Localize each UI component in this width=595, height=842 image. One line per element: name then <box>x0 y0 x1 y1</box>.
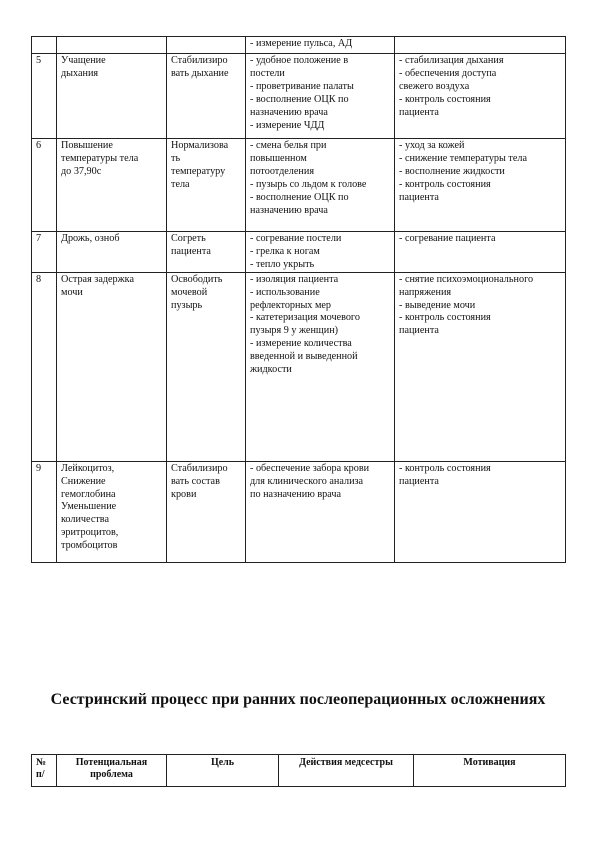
cell-line: - катетеризация мочевого <box>250 312 360 324</box>
cell-line: - восполнение ОЦК по <box>250 191 349 203</box>
cell-line: напряжения <box>399 286 452 298</box>
cell-line: постели <box>250 67 285 79</box>
cell-line: гемоглобина <box>61 488 116 500</box>
cell-goal <box>167 232 246 273</box>
cell-line: для клинического анализа <box>250 475 364 487</box>
cell-line: - измерение пульса, АД <box>250 38 353 49</box>
cell-line: пузыря 9 у женщин) <box>250 325 339 337</box>
table-row <box>32 54 566 139</box>
cell-line: Острая задержка <box>61 273 135 285</box>
cell-line: - стабилизация дыхания <box>399 55 504 66</box>
cell-line: пациента <box>399 325 439 337</box>
cell-line: - контроль состояния <box>399 312 491 324</box>
cell-line: Согреть <box>171 233 206 244</box>
cell-line: по назначению врача <box>250 488 342 500</box>
cell-num: 5 <box>32 54 57 139</box>
cell-line: Лейкоцитоз, <box>61 462 115 474</box>
cell-motivation <box>395 54 566 139</box>
cell-line: Стабилизиро <box>171 462 228 474</box>
cell-line: - измерение ЧДД <box>250 119 325 131</box>
cell-line: - контроль состояния <box>399 93 491 105</box>
cell-line: до 37,90с <box>61 165 102 177</box>
cell-goal <box>167 461 246 562</box>
header-row <box>32 755 566 787</box>
cell-actions <box>246 139 395 232</box>
cell-line: повышенном <box>250 152 307 164</box>
cell-line: пациента <box>171 245 211 257</box>
cell-line: рефлекторных мер <box>250 299 332 311</box>
cell-goal <box>167 37 246 54</box>
cell-line: тромбоцитов <box>61 540 118 552</box>
cell-line: - изоляция пациента <box>250 273 339 285</box>
cell-line: мочевой <box>171 286 208 298</box>
cell-line: Стабилизиро <box>171 55 228 66</box>
cell-line: эритроцитов, <box>61 527 119 539</box>
cell-line: - согревание пациента <box>399 233 496 244</box>
cell-motivation <box>395 232 566 273</box>
cell-motivation <box>395 139 566 232</box>
cell-actions <box>246 37 395 54</box>
table-row <box>32 37 566 54</box>
cell-actions <box>246 461 395 562</box>
cell-problem <box>57 54 167 139</box>
cell-line: потоотделения <box>250 165 314 177</box>
cell-line: свежего воздуха <box>399 80 470 92</box>
cell-actions <box>246 232 395 273</box>
cell-motivation <box>395 37 566 54</box>
cell-line: тела <box>171 178 190 190</box>
cell-line: - восполнение ОЦК по <box>250 93 349 105</box>
cell-line: введенной и выведенной <box>250 351 358 363</box>
cell-problem <box>57 37 167 54</box>
header-table <box>31 754 566 787</box>
cell-goal <box>167 139 246 232</box>
cell-line: - смена белья при <box>250 140 327 151</box>
cell-problem <box>57 461 167 562</box>
cell-line: пузырь <box>171 299 203 311</box>
cell-line: вать состав <box>171 475 220 487</box>
cell-line: - контроль состояния <box>399 178 491 190</box>
header-problem: Потенциальная проблема <box>57 755 167 787</box>
table-row <box>32 461 566 562</box>
cell-line: количества <box>61 514 109 526</box>
cell-actions <box>246 272 395 461</box>
cell-line: Учащение <box>61 55 106 66</box>
cell-goal <box>167 272 246 461</box>
cell-line: - пузырь со льдом к голове <box>250 178 367 190</box>
cell-num: 9 <box>32 461 57 562</box>
cell-line: Уменьшение <box>61 501 117 513</box>
table-row <box>32 232 566 273</box>
cell-line: Снижение <box>61 475 106 487</box>
cell-line: - уход за кожей <box>399 140 465 151</box>
cell-motivation <box>395 272 566 461</box>
cell-line: - выведение мочи <box>399 299 476 311</box>
cell-problem <box>57 139 167 232</box>
cell-problem <box>57 272 167 461</box>
cell-line: ть <box>171 152 181 164</box>
cell-line: - восполнение жидкости <box>399 165 505 177</box>
care-plan-table <box>31 36 566 563</box>
cell-line: температуры тела <box>61 152 139 164</box>
cell-line: назначению врача <box>250 204 328 216</box>
cell-line: - снятие психоэмоционального <box>399 273 534 285</box>
cell-line: - тепло укрыть <box>250 258 315 270</box>
cell-line: - использование <box>250 286 320 298</box>
cell-num <box>32 37 57 54</box>
cell-line: Освободить <box>171 273 223 285</box>
cell-num: 8 <box>32 272 57 461</box>
cell-line: - удобное положение в <box>250 55 349 66</box>
cell-line: температуру <box>171 165 226 177</box>
cell-line: пациента <box>399 106 439 118</box>
cell-line: мочи <box>61 286 83 298</box>
cell-line: - снижение температуры тела <box>399 152 527 164</box>
cell-line: - контроль состояния <box>399 462 491 474</box>
table-row <box>32 272 566 461</box>
header-num: № п/ <box>32 755 57 787</box>
cell-line: - проветривание палаты <box>250 80 354 92</box>
cell-line: - измерение количества <box>250 338 352 350</box>
cell-line: крови <box>171 488 197 500</box>
cell-motivation <box>395 461 566 562</box>
cell-num: 7 <box>32 232 57 273</box>
cell-line: Дрожь, озноб <box>61 233 120 244</box>
cell-line: - грелка к ногам <box>250 245 320 257</box>
cell-line: Нормализова <box>171 140 229 151</box>
header-motivation: Мотивация <box>414 755 566 787</box>
cell-line: - обеспечение забора крови <box>250 462 370 474</box>
cell-line: Повышение <box>61 140 113 151</box>
cell-line: назначению врача <box>250 106 328 118</box>
table-row <box>32 139 566 232</box>
cell-line: дыхания <box>61 67 99 79</box>
cell-line: вать дыхание <box>171 67 229 79</box>
cell-num: 6 <box>32 139 57 232</box>
cell-problem <box>57 232 167 273</box>
cell-goal <box>167 54 246 139</box>
cell-line: - согревание постели <box>250 233 342 244</box>
cell-line: пациента <box>399 475 439 487</box>
cell-line: - обеспечения доступа <box>399 67 497 79</box>
cell-line: пациента <box>399 191 439 203</box>
section-title: Сестринский процесс при ранних послеоперационных осложнениях <box>50 691 546 708</box>
header-actions: Действия медсестры <box>279 755 414 787</box>
header-goal: Цель <box>167 755 279 787</box>
cell-actions <box>246 54 395 139</box>
cell-line: жидкости <box>250 364 292 376</box>
